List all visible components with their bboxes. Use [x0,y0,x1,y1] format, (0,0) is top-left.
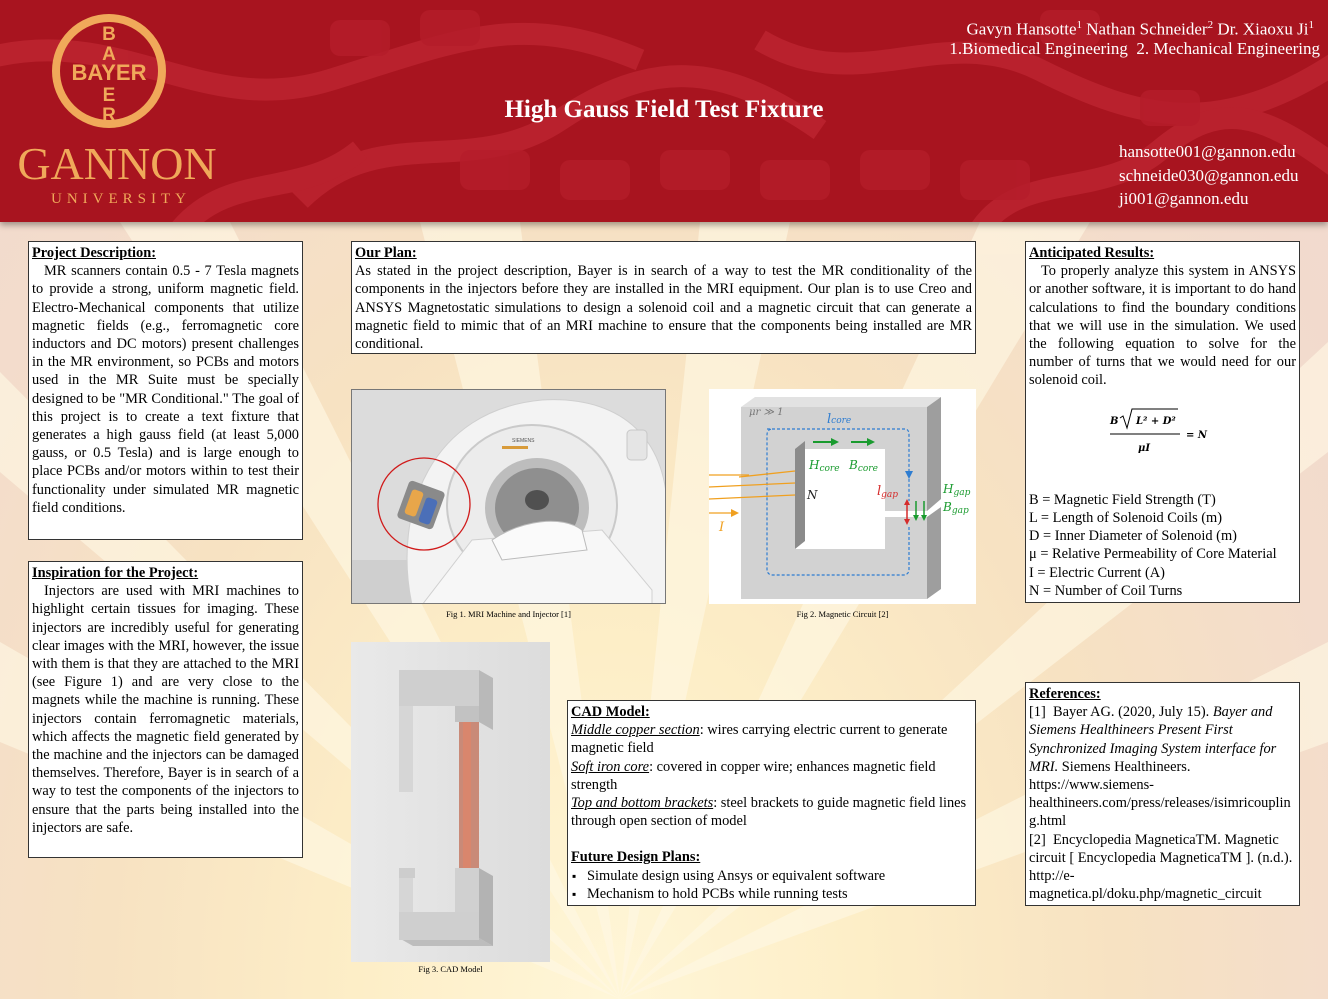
eq-radicand: L² + D² [1135,415,1176,427]
l-core-sub: core [831,416,852,426]
svg-text:μr ≫ 1 [749,407,783,418]
cad-item-desc: : steel brackets to guide magnetic field lines through open section of model [571,795,967,830]
l-gap-sub: gap [881,490,899,500]
svg-text:E: E [102,85,116,106]
figure-caption: Fig 3. CAD Model [418,964,483,974]
h-gap-sub: gap [953,488,971,498]
b-core-label: B [849,458,858,472]
l-core-label: l [827,412,832,427]
section-heading: CAD Model: [571,704,650,720]
magnetic-circuit-diagram [709,389,976,604]
our-plan-box [351,241,976,354]
inspiration-box [28,561,303,858]
figure-cad-model [351,642,550,962]
section-heading: References: [1029,686,1101,702]
mri-brand-label: SIEMENS [512,438,535,444]
cad-item [571,758,972,794]
section-heading: Our Plan: [355,245,417,261]
cad-item-desc: : wires carrying electric current to generate magnetic field [571,722,948,757]
email-link[interactable]: hansotte001@gannon.edu [1119,142,1296,161]
variable-definition: μ = Relative Permeability of Core Material [1029,546,1277,563]
reference-text: Bayer AG. (2020, July 15). [1052,704,1213,721]
cad-item-term: Middle copper section [571,722,700,739]
h-core-label: H [809,458,820,472]
poster-title: High Gauss Field Test Fixture [504,96,824,123]
reference-title: Bayer and Siemens Healthineers Present First Synchronized Imaging System interface for MRI. [1029,704,1277,775]
section-heading: Project Description: [32,245,157,261]
section-body: MR scanners contain 0.5 - 7 Tesla magnets to provide a strong, uniform magnetic field. Electro-Mechanical components that utilize magnetic fields (e.g., ferromagnetic core inductors and DC motors) present challenges in the MR environment, so PCBs and motors used in the MR Suite must be specially designed to be "MR Conditional." The goal of this project is to create a text fixture that generates a high gauss field (at least 5,000 gauss, or 0.5 Tesla) and is large enough to place PCBs and/or motors within to test their functionality under simulated MR magnetic field conditions. [32,263,299,516]
l-gap-label: l [877,484,882,499]
author-affil-sup: 1 [1308,19,1314,31]
svg-text:UNIVERSITY: UNIVERSITY [51,191,191,207]
svg-text:BAYER: BAYER [71,60,147,85]
author-affil-sup: 2 [1207,19,1214,31]
section-body: Injectors are used with MRI machines to highlight certain tissues for imaging. These injectors are incredibly useful for generating clear images with the MRI, however, the issue with them is that they are attached to the MRI (see Figure 1) and are very close to the magnets while the machine is running. These injectors contain ferromagnetic materials, which affects the magnetic field generated by the machine and the injectors can be damaged themselves. Therefore, Bayer is in search of a way to test the components of the injectors to ensure that the parts being installed into the injectors are safe. [32,583,299,836]
svg-text:A: A [102,44,116,65]
cad-item-desc: : covered in copper wire; enhances magnetic field strength [571,758,936,793]
i-label: I [719,520,725,535]
mu-label: μr ≫ 1 [749,407,784,418]
cad-item-term: Soft iron core [571,758,650,775]
section-body: To properly analyze this system in ANSYS or another software, it is important to do hand calculations to find the boundary conditions that we will use in the simulation. We used the following equation to solve for the number of turns that we would need for our solenoid coil. [1029,263,1296,389]
reference-number: [1] [1029,704,1046,721]
cad-item-term: Top and bottom brackets [571,795,714,812]
b-gap-label: B [943,500,952,514]
reference-item [1029,703,1296,830]
section-body: As stated in the project description, Bayer is in search of a way to test the MR conditionality of the components in the injectors before they are installed in the MRI equipment. Our plan is to use Creo and ANSYS Magnetostatic simulations to design a solenoid coil and a magnetic circuit that can generate a magnetic field to mimic that of an MRI machine to ensure that the components being installed are MR conditional. [355,263,972,353]
figure-magnetic-circuit [709,389,976,604]
author-name: Gavyn Hansotte [966,19,1077,39]
section-heading: Inspiration for the Project: [32,565,199,581]
svg-text:B: B [102,24,116,45]
n-label: N [807,488,818,502]
reference-text: Encyclopedia MagneticaTM. Magnetic circuit [ Encyclopedia MagneticaTM ]. (n.d.). http://e-magnetica.pl/doku.php/magnetic_circuit [1029,831,1293,903]
future-plans-list [571,867,972,903]
email-list [1119,140,1298,211]
eq-denominator: μI [1137,442,1150,454]
variable-list [1029,491,1296,600]
eq-rhs: = N [1185,429,1207,441]
reference-item [1029,831,1296,904]
affiliations: 1.Biomedical Engineering 2. Mechanical Engineering [949,39,1320,58]
email-link[interactable]: schneide030@gannon.edu [1119,165,1299,185]
anticipated-results-box [1025,241,1300,603]
cad-item [571,794,972,830]
cad-model-box [567,700,976,906]
figure-caption: Fig 1. MRI Machine and Injector [1] [446,609,571,619]
references-box [1025,682,1300,906]
turns-equation [1029,406,1296,467]
cad-item [571,721,972,757]
eq-b: B [1109,415,1118,427]
reference-text: Siemens Healthineers. https://www.siemens-healthineers.com/press/releases/isimricoupling.html [1029,758,1291,830]
variable-definition: N = Number of Coil Turns [1029,582,1183,599]
cad-model-render [351,642,550,962]
svg-text:R: R [102,105,116,126]
section-heading: Anticipated Results: [1029,245,1155,261]
svg-text:GANNON: GANNON [17,138,217,189]
figure-mri-machine [351,389,666,604]
reference-number: [2] [1029,831,1046,848]
author-name: Dr. Xiaoxu Ji [1217,19,1309,39]
svg-text:Hgap [942,482,971,498]
figure-caption: Fig 2. Magnetic Circuit [2] [796,609,889,619]
variable-definition: B = Magnetic Field Strength (T) [1029,491,1216,508]
variable-definition: L = Length of Solenoid Coils (m) [1029,510,1223,527]
svg-text:Bgap [942,500,969,516]
equation-graphic [1108,406,1218,462]
variable-definition: I = Electric Current (A) [1029,564,1165,581]
list-item: ▪ Simulate design using Ansys or equivalent software [571,867,972,885]
section-heading: Future Design Plans: [571,849,701,866]
mri-illustration [352,390,666,604]
email-link[interactable]: ji001@gannon.edu [1119,189,1249,208]
project-description-box [28,241,303,540]
list-item: ▪ Mechanism to hold PCBs while running tests [571,885,972,903]
author-affil-sup: 1 [1076,19,1083,31]
author-name: Nathan Schneider [1086,19,1208,39]
h-gap-label: H [943,482,954,496]
b-gap-sub: gap [951,506,969,516]
header-banner [0,0,1328,222]
variable-definition: D = Inner Diameter of Solenoid (m) [1029,528,1237,545]
b-core-sub: core [857,464,878,474]
h-core-sub: core [819,464,840,474]
